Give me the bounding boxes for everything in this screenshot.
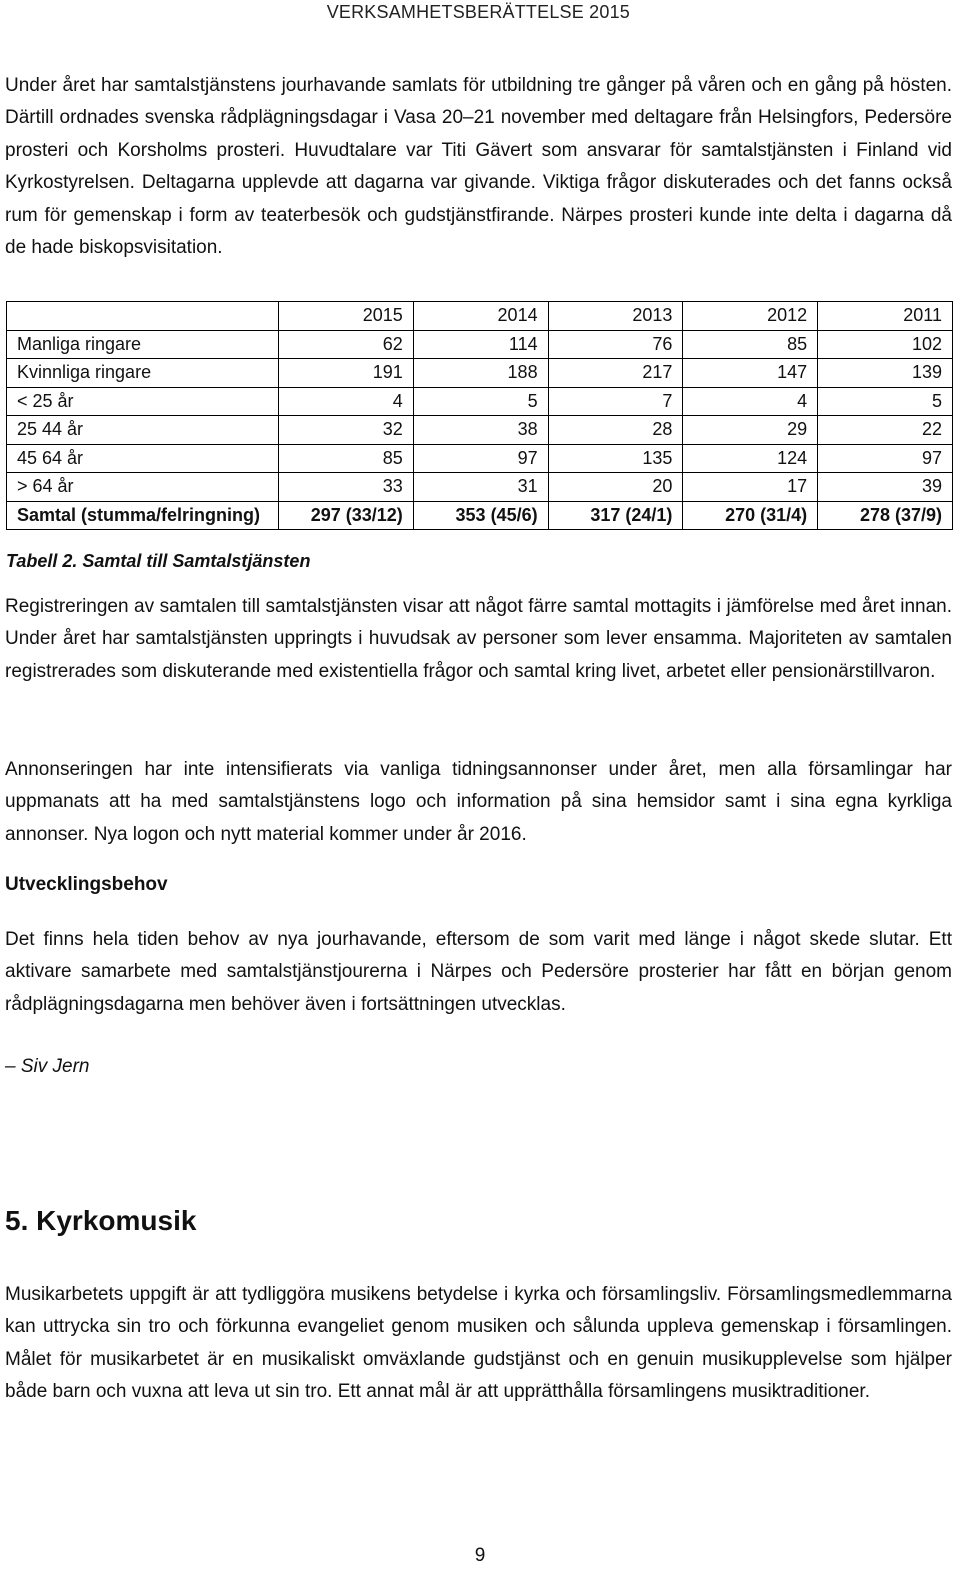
table-cell: 97 [818, 444, 953, 473]
table-cell: 5 [818, 387, 953, 416]
table-cell: 39 [818, 473, 953, 502]
paragraph-training: Under året har samtalstjänstens jourhavande samlats för utbildning tre gånger på våren och en gång på hösten. Därtill ordnades svenska rådplägningsdagar i Vasa 20–21 november med deltagare från Helsingfors, Pedersöre prosteri och Korsholms prosteri. Huvudtalare var Titi Gävert som ansvarar för samtalstjänsten i Finland vid Kyrkostyrelsen. Deltagarna upplevde att dagarna var givande. Viktiga frågor diskuterades och det fanns också rum för gemenskap i form av teaterbesök och gudstjänstfirande. Närpes prosteri kunde inte delta i dagarna då de hade biskopsvisitation. [5, 75, 952, 259]
row-label: 45 64 år [7, 444, 279, 473]
table-cell: 17 [683, 473, 818, 502]
paragraph-development: Det finns hela tiden behov av nya jourhavande, eftersom de som varit med länge i något skede slutar. Ett aktivare samarbete med samtalstjänstjourerna i Närpes och Pedersöre prosterier har fått en början genom rådplägningsdagarna men behöver även i fortsättningen utvecklas. [5, 929, 952, 1015]
table-cell: 4 [279, 387, 414, 416]
table-corner-cell [7, 302, 279, 331]
table-row [7, 473, 953, 502]
table-cell: 102 [818, 330, 953, 359]
row-label: Kvinnliga ringare [7, 359, 279, 388]
table-cell: 29 [683, 416, 818, 445]
column-header: 2013 [548, 302, 683, 331]
paragraph-advertising: Annonseringen har inte intensifierats via vanliga tidningsannonser under året, men alla församlingar har uppmanats att ha med samtalstjänstens logo och information på sina hemsidor samt i sina egna kyrkliga annonser. Nya logon och nytt material kommer under år 2016. [5, 759, 952, 845]
table-cell: 4 [683, 387, 818, 416]
table-cell: 85 [683, 330, 818, 359]
table-cell: 188 [413, 359, 548, 388]
column-header: 2012 [683, 302, 818, 331]
table-cell: 31 [413, 473, 548, 502]
row-label: 25 44 år [7, 416, 279, 445]
table-cell: 297 (33/12) [279, 501, 414, 530]
table-row [7, 359, 953, 388]
table-cell: 147 [683, 359, 818, 388]
table-cell: 33 [279, 473, 414, 502]
table-cell: 139 [818, 359, 953, 388]
table-cell: 97 [413, 444, 548, 473]
row-label: > 64 år [7, 473, 279, 502]
table-cell: 217 [548, 359, 683, 388]
running-header: VERKSAMHETSBERÄTTELSE 2015 [326, 2, 630, 22]
table-row [7, 387, 953, 416]
table-cell: 38 [413, 416, 548, 445]
table-cell: 5 [413, 387, 548, 416]
author-signature: – Siv Jern [5, 1056, 90, 1077]
page-number: 9 [474, 1545, 486, 1566]
row-label: Manliga ringare [7, 330, 279, 359]
table-caption: Tabell 2. Samtal till Samtalstjänsten [6, 551, 311, 571]
row-label: Samtal (stumma/felringning) [7, 501, 279, 530]
table-cell: 28 [548, 416, 683, 445]
table-cell: 85 [279, 444, 414, 473]
statistics-table [6, 301, 953, 530]
table-cell: 22 [818, 416, 953, 445]
table-header-row [7, 302, 953, 331]
table-cell: 7 [548, 387, 683, 416]
paragraph-church-music: Musikarbetets uppgift är att tydliggöra musikens betydelse i kyrka och församlingsliv. Församlingsmedlemmarna kan uttrycka sin tro och förkunna evangeliet genom musiken och sålunda uppleva gemenskap i församlingen. Målet för musikarbetet är en musikaliskt omväxlande gudstjänst och en genuin musikupplevelse som hjälper både barn och vuxna att leva ut sin tro. Ett annat mål är att upprätthålla församlingens musiktraditioner. [5, 1284, 952, 1403]
table-total-row [7, 501, 953, 530]
table-cell: 317 (24/1) [548, 501, 683, 530]
column-header: 2015 [279, 302, 414, 331]
table-cell: 20 [548, 473, 683, 502]
table-row [7, 330, 953, 359]
section-heading: 5. Kyrkomusik [5, 1205, 197, 1236]
column-header: 2011 [818, 302, 953, 331]
column-header: 2014 [413, 302, 548, 331]
table-row [7, 416, 953, 445]
table-cell: 32 [279, 416, 414, 445]
table-row [7, 444, 953, 473]
table-cell: 62 [279, 330, 414, 359]
table-cell: 124 [683, 444, 818, 473]
subheading-development-needs: Utvecklingsbehov [5, 874, 168, 895]
table-cell: 135 [548, 444, 683, 473]
row-label: < 25 år [7, 387, 279, 416]
table-cell: 353 (45/6) [413, 501, 548, 530]
table-cell: 76 [548, 330, 683, 359]
table-cell: 114 [413, 330, 548, 359]
paragraph-registration: Registreringen av samtalen till samtalstjänsten visar att något färre samtal mottagits i jämförelse med året innan. Under året har samtalstjänsten uppringts i huvudsak av personer som lever ensamma. Majoriteten av samtalen registrerades som diskuterande med existentiella frågor och samtal kring livet, arbetet eller pensionärstillvaron. [5, 596, 952, 682]
table-cell: 270 (31/4) [683, 501, 818, 530]
table-cell: 191 [279, 359, 414, 388]
table-cell: 278 (37/9) [818, 501, 953, 530]
